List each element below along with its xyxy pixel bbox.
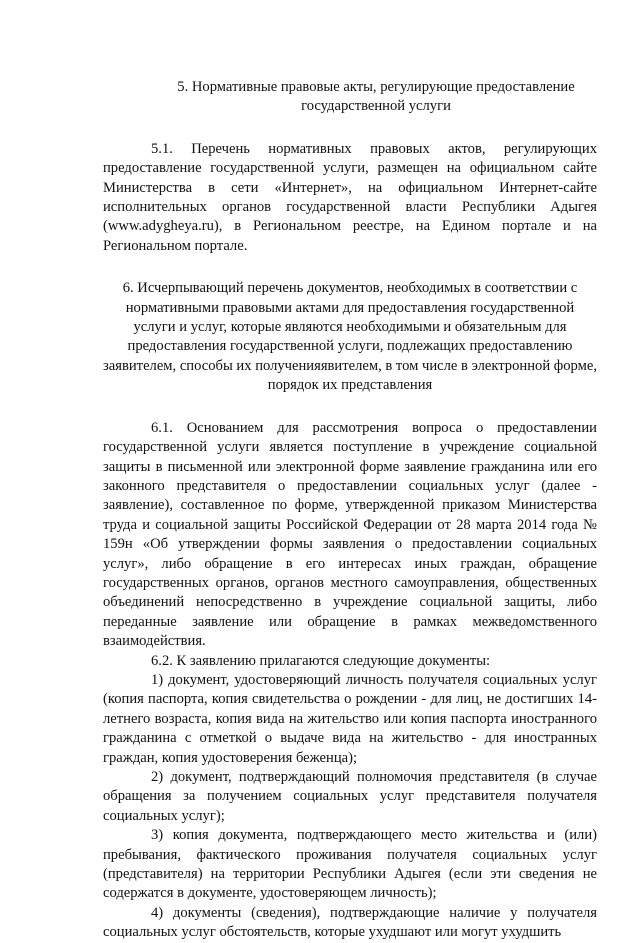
paragraph-5-1: 5.1. Перечень нормативных правовых актов, регулирующих предоставление государственной услуги, размещен на официальном сайте Министерства в сети «Интернет», на официальном Интернет-сайте исполнительных органов государственной власти Республики Адыгея (www.adygheya.ru), в Региональном реестре, на Едином портале и на Региональном портале. (103, 140, 597, 254)
list-item-4: 4) документы (сведения), подтверждающие наличие у получателя социальных услуг обстоятельств, которые ухудшают или могут ухудшить (103, 904, 597, 941)
document-page (103, 78, 597, 943)
spacer (103, 396, 597, 419)
section-5-heading: 5. Нормативные правовые акты, регулирующие предоставление государственной услуги (177, 79, 575, 115)
spacer (103, 256, 597, 279)
spacer (103, 117, 597, 140)
paragraph-6-2: 6.2. К заявлению прилагаются следующие документы: (151, 652, 491, 669)
list-item-2: 2) документ, подтверждающий полномочия представителя (в случае обращения за получением социальных услуг представителя получателя социальных услуг); (103, 769, 597, 824)
list-item-3: 3) копия документа, подтверждающего место жительства и (или) пребывания, фактического проживания получателя социальных услуг (представителя) на территории Республики Адыгея (если эти сведения не содержатся в документе, удостоверяющем личность); (103, 827, 597, 902)
paragraph-6-1: 6.1. Основанием для рассмотрения вопроса о предоставлении государственной услуги является поступление в учреждение социальной защиты в письменной или электронной форме заявление гражданина или его законного представителя о предоставлении социальных услуг (далее - заявление), составленное по форме, утвержденной приказом Министерства труда и социальной защиты Российской Федерации от 28 марта 2014 года № 159н «Об утверждении формы заявления о предоставлении социальных услуг», либо обращение в его интересах иных граждан, обращение государственных органов, органов местного самоуправления, общественных объединений непосредственно в учреждение социальной защиты, либо переданные заявление или обращение в рамках межведомственного взаимодействия. (103, 419, 597, 650)
section-6-heading: 6. Исчерпывающий перечень документов, необходимых в соответствии с нормативными правовыми актами для предоставления государственной услуги и услуг, которые являются необходимыми и обязательным для предоставления государственной услуги, подлежащих предоставлению заявителем, способы их полученияявителем, в том числе в электронной форме, порядок их представления (103, 280, 597, 394)
list-item-1: 1) документ, удостоверяющий личность получателя социальных услуг (копия паспорта, копия свидетельства о рождении - для лиц, не достигших 14-летнего возраста, копия вида на жительство или копия паспорта иностранного гражданина с отметкой о выдаче вида на жительство - для иностранных граждан, копия удостоверения беженца); (103, 671, 597, 766)
